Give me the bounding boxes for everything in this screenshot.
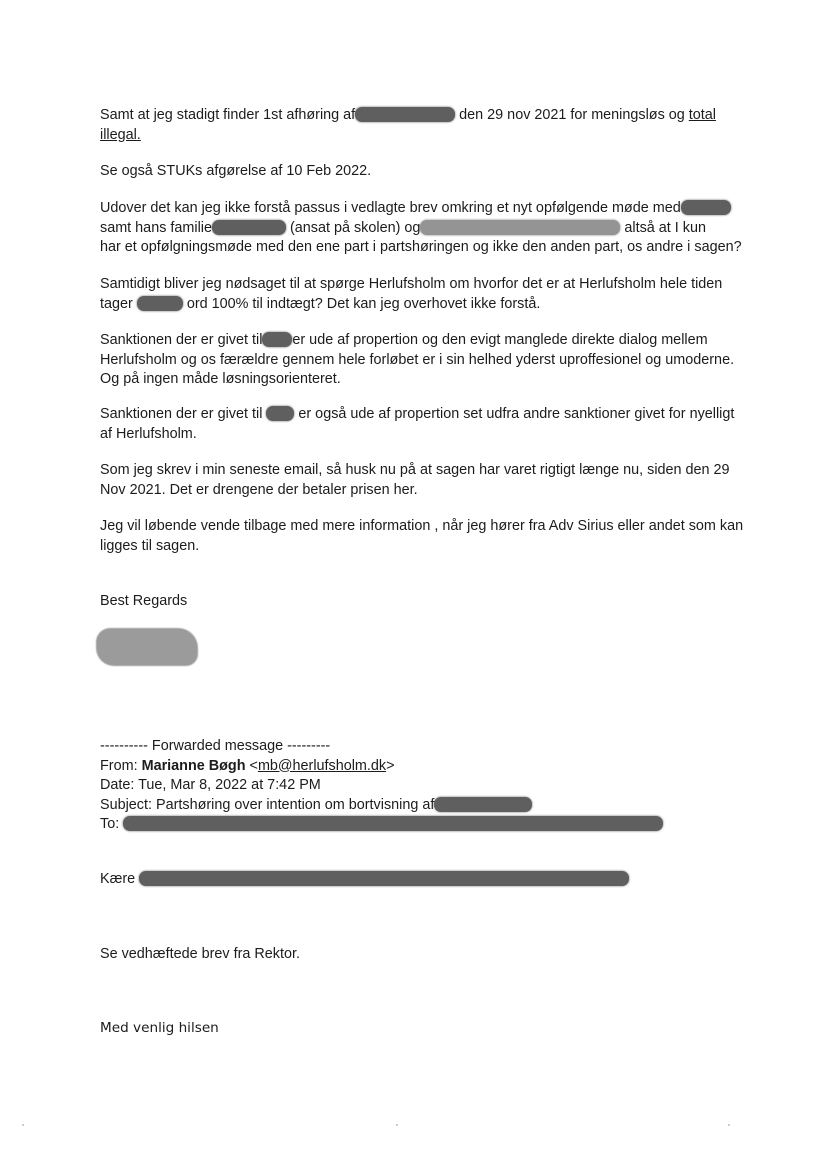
paragraph-stuk-decision — [100, 162, 730, 182]
date-line: Date: Tue, Mar 8, 2022 at 7:42 PM — [100, 777, 321, 793]
subject-line: Subject: Partshøring over intention om bortvisning af — [100, 796, 435, 813]
text: Sanktionen der er givet til — [100, 332, 263, 348]
text: Se også STUKs afgørelse af 10 Feb 2022. — [100, 163, 372, 179]
text: Se vedhæftede brev fra Rektor. — [100, 946, 300, 962]
text: Udover det kan jeg ikke forstå passus i vedlagte brev omkring et nyt opfølgende møde med — [100, 200, 681, 216]
text: < — [245, 757, 258, 774]
text: tager — [100, 295, 133, 312]
text: Jeg vil løbende vende tilbage med mere information , når jeg hører fra Adv Sirius eller andet som kan — [100, 518, 744, 534]
redacted-signature — [96, 628, 198, 666]
text: er også ude af propertion set udfra andre sanktioner givet for nyelligt — [298, 406, 735, 422]
text: altså at I kun — [624, 219, 706, 236]
text: af Herlufsholm. — [100, 425, 197, 442]
redaction-mark — [681, 200, 731, 215]
text: (ansat på skolen) og — [289, 219, 421, 236]
paragraph-herlufsholm-question — [100, 275, 730, 314]
redaction-mark — [355, 107, 455, 122]
redaction-mark — [420, 220, 620, 235]
paragraph-first-hearing — [100, 106, 730, 145]
redaction-mark — [137, 296, 183, 311]
text: ord 100% til indtægt? Det kan jeg overhovet ikke forstå. — [186, 295, 541, 312]
paragraph-sanction-two — [100, 405, 735, 444]
text: er ude af propertion og den evigt manglede direkte dialog mellem — [292, 332, 708, 348]
greeting — [100, 870, 730, 890]
redaction-mark — [434, 797, 532, 812]
to-label: To: — [100, 816, 120, 832]
from-label: From: — [100, 757, 142, 774]
text: Kære — [100, 871, 136, 887]
scan-speck — [22, 1124, 24, 1126]
underlined-text: illegal. — [100, 126, 141, 143]
text: Og på ingen måde løsningsorienteret. — [100, 371, 341, 387]
redaction-mark — [123, 816, 663, 831]
redaction-mark — [262, 332, 292, 347]
text: Med venlig hilsen — [100, 1020, 219, 1036]
text: Best Regards — [100, 593, 188, 609]
text: Nov 2021. Det er drengene der betaler prisen her. — [100, 481, 418, 498]
text: samt hans familie — [100, 219, 212, 236]
underlined-text: total — [688, 107, 716, 123]
text: Samtidigt bliver jeg nødsaget til at spørge Herlufsholm om hvorfor det er at Herlufsholm hele tiden — [100, 276, 723, 292]
scan-speck — [396, 1124, 398, 1126]
text: Herlufsholm og os færældre gennem hele forløbet er i sin helhed yderst uproffesionel og umoderne. — [100, 351, 735, 368]
forwarded-message-header — [100, 737, 730, 835]
paragraph-sanction-one — [100, 331, 735, 390]
redaction-mark — [139, 871, 629, 886]
text: > — [386, 757, 395, 774]
text: har et opfølgningsmøde med den ene part i partshøringen og ikke den anden part, os andre i sagen? — [100, 239, 742, 255]
text: Samt at jeg stadigt finder 1st afhøring af — [100, 107, 356, 123]
redaction-mark — [266, 406, 294, 421]
sender-name: Marianne Bøgh — [141, 757, 246, 774]
signoff — [100, 592, 730, 612]
paragraph-followup-meeting — [100, 199, 742, 258]
sender-email-link[interactable]: mb@herlufsholm.dk — [257, 757, 387, 774]
paragraph-duration — [100, 461, 730, 500]
text: den 29 nov 2021 for meningsløs og — [459, 107, 689, 123]
paragraph-return-info — [100, 517, 744, 556]
text: ligges til sagen. — [100, 537, 200, 554]
forward-separator: ---------- Forwarded message --------- — [100, 738, 331, 754]
redaction-mark — [212, 220, 286, 235]
body-line — [100, 945, 730, 965]
scan-speck — [728, 1124, 730, 1126]
text: Som jeg skrev i min seneste email, så husk nu på at sagen har varet rigtigt længe nu, siden den 29 — [100, 462, 730, 478]
text: Sanktionen der er givet til — [100, 406, 263, 422]
closing-line — [100, 1019, 730, 1039]
